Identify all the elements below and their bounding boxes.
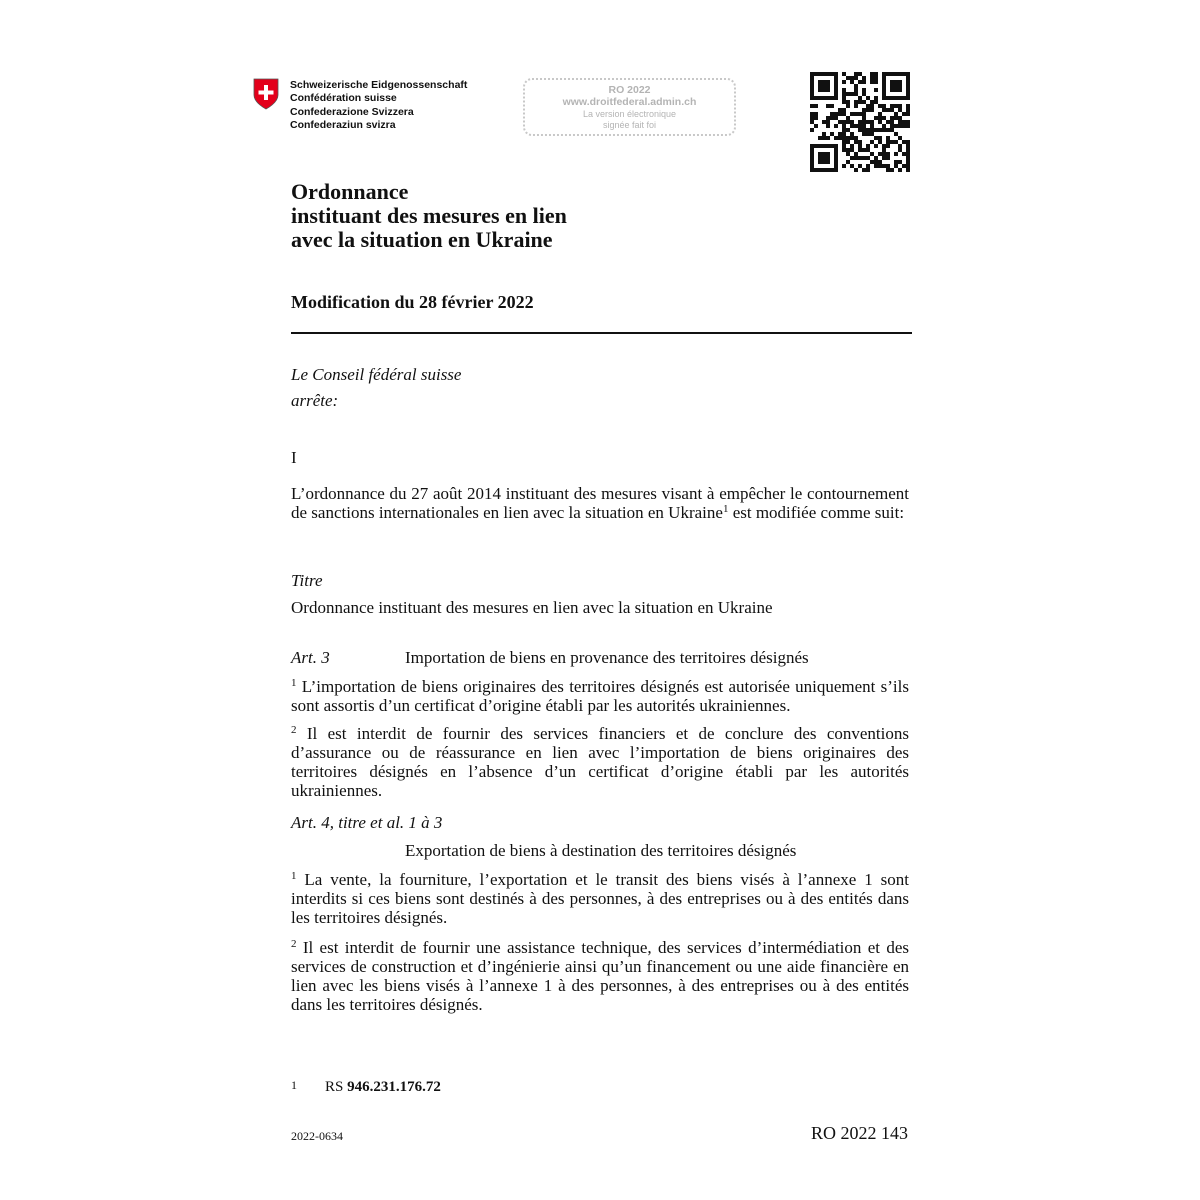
section-numeral: I (291, 448, 297, 467)
art3-para1-number: 1 (291, 677, 297, 689)
art3-heading: Importation de biens en provenance des territoires désignés (405, 648, 809, 667)
art4-para2-text: Il est interdit de fournir une assistance technique, des services d’intermédiation et des services de construction et d’ingénierie ainsi qu’un financement ou une aide financière en lien avec les biens visés à l’annexe 1 à des personnes, à des entreprises ou à des entités dans les territoires désignés. (291, 938, 909, 1014)
confederation-name-fr: Confédération suisse (290, 92, 397, 105)
footnote-number: 1 (291, 1078, 297, 1092)
art3-para1-text: L’importation de biens originaires des territoires désignés est autorisée uniquement s’ils sont assortis d’un certificat d’origine établi par les autorités ukrainiennes. (291, 677, 909, 715)
page-title (291, 180, 567, 252)
stamp-ro-year: RO 2022 (608, 84, 651, 96)
confederation-name-de: Schweizerische Eidgenossenschaft (290, 79, 468, 91)
art4-paragraph-1 (291, 870, 909, 927)
titre-heading: Titre (291, 571, 323, 590)
footnote-text (325, 1079, 441, 1096)
art4-heading: Exportation de biens à destination des territoires désignés (405, 841, 797, 860)
stamp-note-1: La version électronique (582, 109, 677, 119)
confederation-name-rm: Confederaziun svizra (290, 118, 396, 131)
art3-label: Art. 3 (291, 648, 330, 667)
intro-text-after: est modifiée comme suit: (728, 503, 905, 522)
title-divider (291, 332, 912, 334)
qr-code-icon (810, 72, 910, 172)
art4-para2-number: 2 (291, 938, 297, 950)
confederation-name-it: Confederazione Svizzera (290, 105, 414, 118)
modification-date: Modification du 28 février 2022 (291, 292, 534, 312)
swiss-coat-of-arms-icon (253, 78, 279, 110)
art4-para1-number: 1 (291, 870, 297, 882)
art3-para2-text: Il est interdit de fournir des services financiers et de conclure des conventions d’assurance ou de réassurance en lien avec l’importation de biens originaires des territoires désignés en l’absence d’un certificat d’origine établi par les autorités ukrainiennes. (291, 724, 909, 800)
stamp-note-2: signée fait foi (602, 120, 657, 130)
preamble-authority: Le Conseil fédéral suisse (291, 365, 462, 384)
art4-paragraph-2 (291, 938, 909, 1014)
document-id: 2022-0634 (291, 1129, 343, 1143)
intro-paragraph (291, 484, 909, 522)
art3-paragraph-2 (291, 724, 909, 800)
stamp-website: www.droitfederal.admin.ch (562, 96, 697, 108)
art4-para1-text: La vente, la fourniture, l’exportation et le transit des biens visés à l’annexe 1 sont interdits si ces biens sont destinés à des personnes, à des entreprises ou à des entités dans les territoires désignés. (291, 870, 909, 927)
footnote-prefix: RS (325, 1079, 348, 1095)
title-line-1: Ordonnance (291, 179, 409, 204)
title-line-3: avec la situation en Ukraine (291, 227, 553, 252)
ro-number: RO 2022 143 (811, 1123, 909, 1143)
footnote-reference: 946.231.176.72 (347, 1079, 441, 1095)
titre-text: Ordonnance instituant des mesures en lien avec la situation en Ukraine (291, 598, 773, 617)
preamble-decree: arrête: (291, 391, 339, 410)
art4-label: Art. 4, titre et al. 1 à 3 (291, 813, 443, 832)
art3-para2-number: 2 (291, 724, 297, 736)
footnote-ref: 1 (722, 503, 729, 515)
electronic-signature-stamp (523, 78, 736, 136)
title-line-2: instituant des mesures en lien (291, 203, 567, 228)
art3-paragraph-1 (291, 677, 909, 715)
intro-text: L’ordonnance du 27 août 2014 instituant des mesures visant à empêcher le contournement de sanctions internationales en lien avec la situation en Ukraine (291, 484, 909, 522)
confederation-names (290, 79, 467, 132)
